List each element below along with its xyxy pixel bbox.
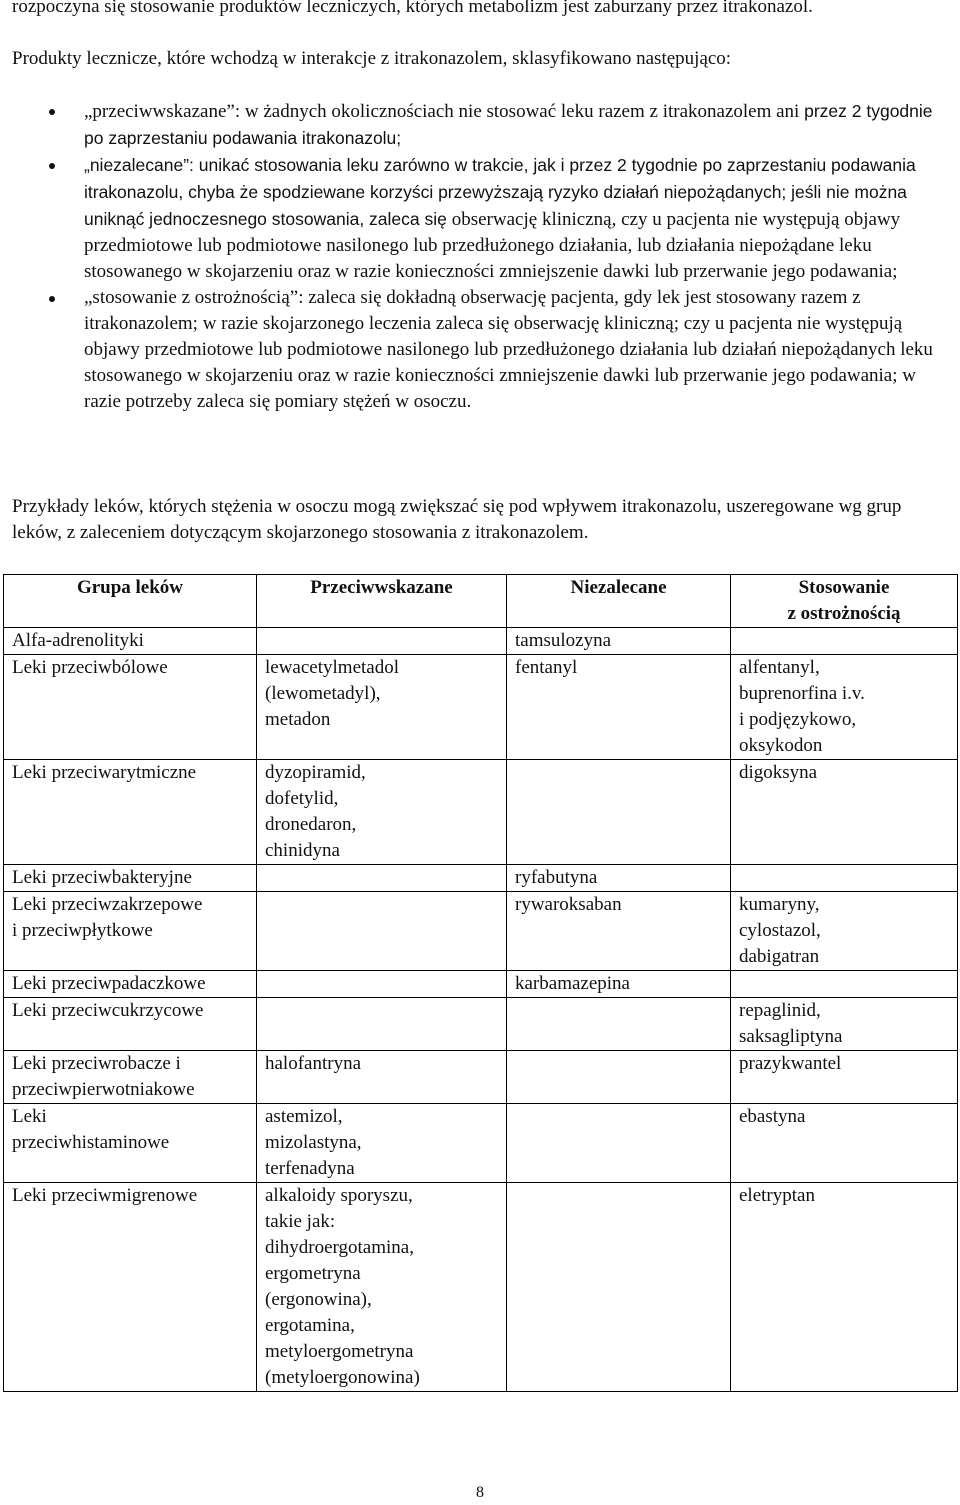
table-cell-not-recommended: rywaroksaban [507, 892, 731, 971]
table-cell-group: Alfa-adrenolityki [4, 628, 257, 655]
header-group: Grupa leków [4, 575, 257, 628]
table-cell-not-recommended [507, 998, 731, 1051]
header-contraindicated: Przeciwwskazane [257, 575, 507, 628]
list-item-text: obserwację kliniczną, czy u pacjenta nie występują objawy przedmiotowe lub podmiotowe nasilonego lub przedłużonego działania, lub działania niepożądane leku stosowanego w skojarzeniu oraz w razie konieczności zmniejszenie dawki lub przerwanie jego podawania; [84, 209, 901, 282]
list-item-text-sans: „niezalecane”: unikać stosowania leku zarówno w trakcie, jak i przez 2 tygodnie po zaprzestaniu podawania itrakonazolu, chyba że spodziewane korzyści przewyższają ryzyko działań niepożądanych; jeśli nie można uniknąć jednoczesnego stosowania, zaleca się [84, 155, 916, 229]
table-cell-not-recommended [507, 1104, 731, 1183]
list-item-text: „przeciwwskazane”: w żadnych okolicznościach nie stosować leku razem z itrakonazolem ani [84, 101, 805, 122]
table-cell-group: Leki przeciwbakteryjne [4, 865, 257, 892]
table-cell-group: Leki przeciwpadaczkowe [4, 971, 257, 998]
table-cell-not-recommended: karbamazepina [507, 971, 731, 998]
header-caution: Stosowanie z ostrożnością [731, 575, 958, 628]
bullet-icon [49, 163, 55, 169]
table-cell-contraindicated [257, 628, 507, 655]
table-cell-not-recommended: fentanyl [507, 655, 731, 760]
table-row [4, 760, 958, 865]
list-item-not-recommended [0, 152, 960, 285]
table-cell-caution: alfentanyl, buprenorfina i.v. i podjęzykowo, oksykodon [731, 655, 958, 760]
table-cell-contraindicated [257, 971, 507, 998]
table-cell-contraindicated: halofantryna [257, 1051, 507, 1104]
table-cell-not-recommended [507, 760, 731, 865]
list-item-caution [0, 285, 960, 415]
table-cell-not-recommended [507, 1051, 731, 1104]
table-cell-caution [731, 865, 958, 892]
table-cell-caution [731, 628, 958, 655]
table-cell-caution: eletryptan [731, 1183, 958, 1392]
table-row [4, 865, 958, 892]
table-cell-contraindicated: dyzopiramid, dofetylid, dronedaron, chinidyna [257, 760, 507, 865]
table-cell-group: Leki przeciwcukrzycowe [4, 998, 257, 1051]
table-cell-not-recommended [507, 1183, 731, 1392]
table-cell-caution: ebastyna [731, 1104, 958, 1183]
table-row [4, 998, 958, 1051]
table-row [4, 1104, 958, 1183]
table-row [4, 1051, 958, 1104]
table-cell-group: Leki przeciwbólowe [4, 655, 257, 760]
table-row [4, 971, 958, 998]
examples-paragraph: Przykłady leków, których stężenia w osoczu mogą zwiększać się pod wpływem itrakonazolu, uszeregowane wg grup leków, z zaleceniem dotyczącym skojarzonego stosowania z itrakonazolem. [12, 496, 902, 543]
table-cell-contraindicated: lewacetylmetadol (lewometadyl), metadon [257, 655, 507, 760]
table-cell-contraindicated [257, 892, 507, 971]
table-cell-caution: prazykwantel [731, 1051, 958, 1104]
intro-paragraph: rozpoczyna się stosowanie produktów leczniczych, których metabolizm jest zaburzany przez itrakonazol. [12, 0, 813, 17]
table-cell-group: Leki przeciwhistaminowe [4, 1104, 257, 1183]
table-cell-caution [731, 971, 958, 998]
table-cell-group: Leki przeciwmigrenowe [4, 1183, 257, 1392]
table-row [4, 892, 958, 971]
table-cell-group: Leki przeciwarytmiczne [4, 760, 257, 865]
table-row [4, 628, 958, 655]
drug-interactions-table [3, 574, 958, 1392]
list-item-text-sans: przez 2 tygodnie po zaprzestaniu podawania itrakonazolu; [84, 101, 933, 148]
bullet-icon [49, 296, 55, 302]
page-number: 8 [476, 1484, 484, 1501]
table-cell-contraindicated [257, 865, 507, 892]
table-row [4, 1183, 958, 1392]
header-not-recommended: Niezalecane [507, 575, 731, 628]
classification-list [0, 98, 960, 415]
table-header-row [4, 575, 958, 628]
table-cell-group: Leki przeciwrobacze i przeciwpierwotniakowe [4, 1051, 257, 1104]
table-cell-caution: kumaryny, cylostazol, dabigatran [731, 892, 958, 971]
table-cell-group: Leki przeciwzakrzepowe i przeciwpłytkowe [4, 892, 257, 971]
table-cell-not-recommended: ryfabutyna [507, 865, 731, 892]
table-cell-contraindicated: astemizol, mizolastyna, terfenadyna [257, 1104, 507, 1183]
table-cell-not-recommended: tamsulozyna [507, 628, 731, 655]
table-cell-contraindicated [257, 998, 507, 1051]
table-cell-caution: digoksyna [731, 760, 958, 865]
table-row [4, 655, 958, 760]
list-item-text: „stosowanie z ostrożnością”: zaleca się dokładną obserwację pacjenta, gdy lek jest stosowany razem z itrakonazolem; w razie skojarzonego leczenia zaleca się obserwację kliniczną; czy u pacjenta nie występują objawy przedmiotowe lub podmiotowe nasilonego lub przedłużonego działania lub działań niepożądanych leku stosowanego w skojarzeniu oraz w razie konieczności zmniejszenie dawki lub przerwanie jego podawania; w razie potrzeby zaleca się pomiary stężeń w osoczu. [84, 287, 933, 412]
list-item-contraindicated [0, 98, 960, 152]
table-cell-contraindicated: alkaloidy sporyszu, takie jak: dihydroergotamina, ergometryna (ergonowina), ergotamina, metyloergometryna (metyloergonowina) [257, 1183, 507, 1392]
classification-lead: Produkty lecznicze, które wchodzą w interakcje z itrakonazolem, sklasyfikowano następująco: [12, 48, 732, 69]
table-cell-caution: repaglinid, saksagliptyna [731, 998, 958, 1051]
bullet-icon [49, 109, 55, 115]
